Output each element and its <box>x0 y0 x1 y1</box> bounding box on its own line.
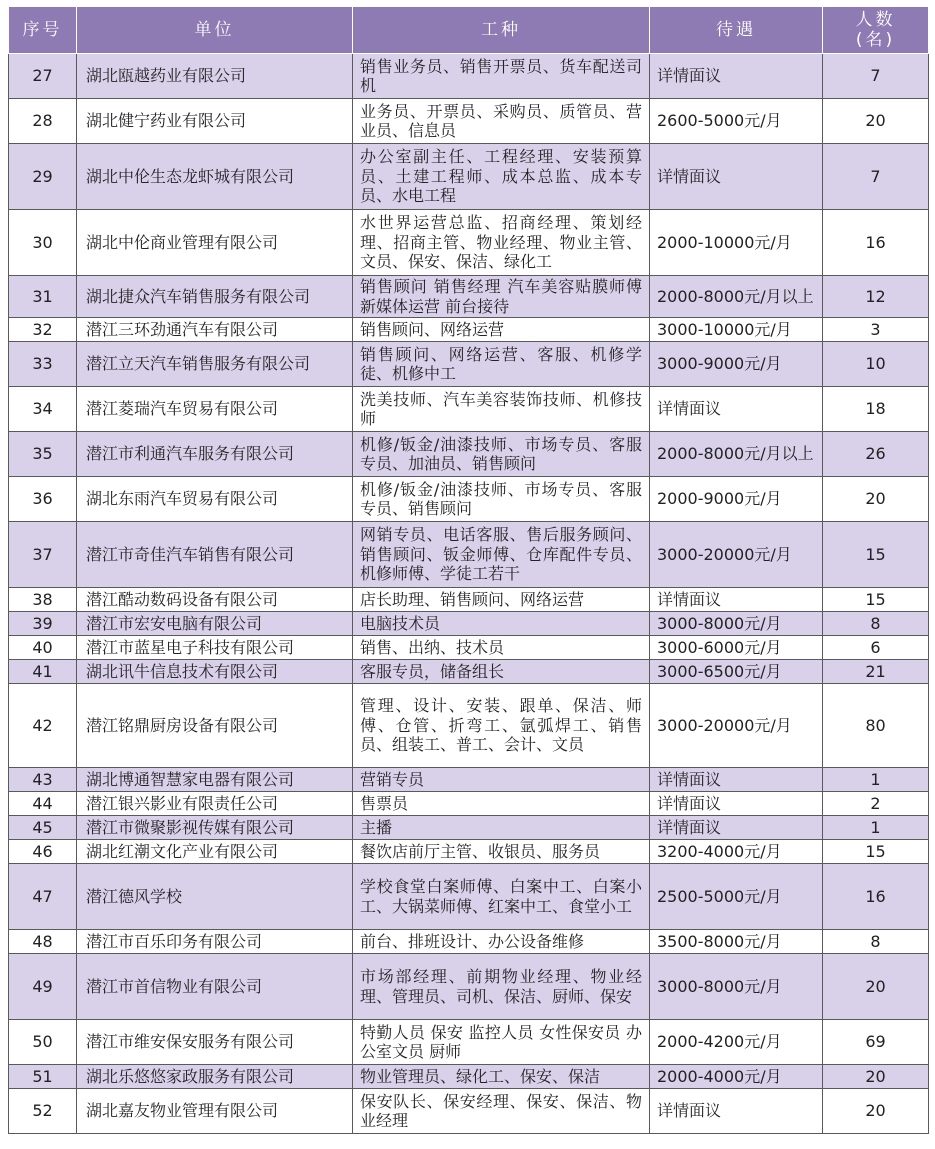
row-count: 8 <box>823 612 929 636</box>
row-count: 16 <box>823 864 929 930</box>
header-count-line2: (名) <box>855 30 896 50</box>
table-row <box>9 318 929 342</box>
row-no: 33 <box>9 342 77 387</box>
table-row <box>9 684 929 768</box>
row-count: 6 <box>823 636 929 660</box>
row-no: 35 <box>9 432 77 477</box>
row-pay: 2000-8000元/月以上 <box>650 276 823 318</box>
row-pay: 2000-4200元/月 <box>650 1020 823 1065</box>
row-job: 机修/钣金/油漆技师、市场专员、客服专员、销售顾问 <box>353 477 650 522</box>
row-pay: 详情面议 <box>650 768 823 792</box>
row-no: 34 <box>9 387 77 432</box>
row-unit: 潜江市蓝星电子科技有限公司 <box>77 636 353 660</box>
table-row <box>9 387 929 432</box>
row-unit: 潜江市奇佳汽车销售有限公司 <box>77 522 353 588</box>
row-unit: 湖北捷众汽车销售服务有限公司 <box>77 276 353 318</box>
row-pay: 详情面议 <box>650 387 823 432</box>
table-row <box>9 99 929 144</box>
table-row <box>9 612 929 636</box>
row-job: 销售顾问、网络运营、客服、机修学徒、机修中工 <box>353 342 650 387</box>
row-job: 洗美技师、汽车美容装饰技师、机修技师 <box>353 387 650 432</box>
table-row <box>9 1020 929 1065</box>
header-count-line1: 人数 <box>855 10 896 30</box>
row-count: 1 <box>823 816 929 840</box>
header-pay: 待遇 <box>650 7 823 54</box>
row-count: 10 <box>823 342 929 387</box>
row-no: 44 <box>9 792 77 816</box>
row-pay: 3000-9000元/月 <box>650 342 823 387</box>
row-pay: 3000-8000元/月 <box>650 954 823 1020</box>
row-unit: 湖北东雨汽车贸易有限公司 <box>77 477 353 522</box>
row-job: 销售业务员、销售开票员、货车配送司机 <box>353 54 650 99</box>
row-unit: 湖北中伦商业管理有限公司 <box>77 210 353 276</box>
table-row <box>9 432 929 477</box>
row-unit: 潜江德风学校 <box>77 864 353 930</box>
row-count: 15 <box>823 522 929 588</box>
row-no: 38 <box>9 588 77 612</box>
table-row <box>9 477 929 522</box>
row-count: 1 <box>823 768 929 792</box>
row-unit: 湖北中伦生态龙虾城有限公司 <box>77 144 353 210</box>
row-count: 15 <box>823 588 929 612</box>
row-job: 业务员、开票员、采购员、质管员、营业员、信息员 <box>353 99 650 144</box>
row-count: 2 <box>823 792 929 816</box>
row-count: 20 <box>823 1065 929 1089</box>
row-unit: 潜江酷动数码设备有限公司 <box>77 588 353 612</box>
row-count: 20 <box>823 954 929 1020</box>
row-job: 物业管理员、绿化工、保安、保洁 <box>353 1065 650 1089</box>
row-unit: 湖北嘉友物业管理有限公司 <box>77 1089 353 1134</box>
row-count: 15 <box>823 840 929 864</box>
row-no: 36 <box>9 477 77 522</box>
row-job: 学校食堂白案师傅、白案中工、白案小工、大锅菜师傅、红案中工、食堂小工 <box>353 864 650 930</box>
row-pay: 2000-9000元/月 <box>650 477 823 522</box>
row-unit: 潜江市百乐印务有限公司 <box>77 930 353 954</box>
row-pay: 3000-6500元/月 <box>650 660 823 684</box>
row-no: 47 <box>9 864 77 930</box>
row-unit: 湖北讯牛信息技术有限公司 <box>77 660 353 684</box>
row-unit: 湖北健宁药业有限公司 <box>77 99 353 144</box>
row-count: 20 <box>823 477 929 522</box>
row-no: 31 <box>9 276 77 318</box>
row-pay: 详情面议 <box>650 1089 823 1134</box>
row-pay: 2500-5000元/月 <box>650 864 823 930</box>
row-no: 30 <box>9 210 77 276</box>
table-row <box>9 144 929 210</box>
table-row <box>9 276 929 318</box>
row-job: 店长助理、销售顾问、网络运营 <box>353 588 650 612</box>
row-job: 市场部经理、前期物业经理、物业经理、管理员、司机、保洁、厨师、保安 <box>353 954 650 1020</box>
table-row <box>9 1089 929 1134</box>
row-pay: 详情面议 <box>650 54 823 99</box>
row-no: 50 <box>9 1020 77 1065</box>
row-no: 49 <box>9 954 77 1020</box>
header-row <box>9 7 929 54</box>
row-unit: 潜江三环劲通汽车有限公司 <box>77 318 353 342</box>
row-job: 销售顾问 销售经理 汽车美容贴膜师傅 新媒体运营 前台接待 <box>353 276 650 318</box>
row-count: 12 <box>823 276 929 318</box>
row-job: 电脑技术员 <box>353 612 650 636</box>
row-count: 7 <box>823 144 929 210</box>
row-pay: 3000-6000元/月 <box>650 636 823 660</box>
recruitment-table <box>8 6 929 1134</box>
table-row <box>9 342 929 387</box>
table-row <box>9 792 929 816</box>
row-unit: 湖北红潮文化产业有限公司 <box>77 840 353 864</box>
table-row <box>9 210 929 276</box>
row-job: 管理、设计、安装、跟单、保洁、师傅、仓管、折弯工、氩弧焊工、销售员、组装工、普工、会计、文员 <box>353 684 650 768</box>
header-no: 序号 <box>9 7 77 54</box>
row-job: 机修/钣金/油漆技师、市场专员、客服专员、加油员、销售顾问 <box>353 432 650 477</box>
row-count: 18 <box>823 387 929 432</box>
row-unit: 潜江市首信物业有限公司 <box>77 954 353 1020</box>
row-no: 28 <box>9 99 77 144</box>
row-pay: 2000-10000元/月 <box>650 210 823 276</box>
row-unit: 潜江市微聚影视传媒有限公司 <box>77 816 353 840</box>
row-pay: 详情面议 <box>650 144 823 210</box>
table-row <box>9 816 929 840</box>
row-pay: 2000-4000元/月 <box>650 1065 823 1089</box>
row-count: 69 <box>823 1020 929 1065</box>
row-job: 特勤人员 保安 监控人员 女性保安员 办公室文员 厨师 <box>353 1020 650 1065</box>
row-count: 20 <box>823 99 929 144</box>
row-job: 网销专员、电话客服、售后服务顾问、销售顾问、钣金师傅、仓库配件专员、机修师傅、学徒工若干 <box>353 522 650 588</box>
row-pay: 详情面议 <box>650 588 823 612</box>
row-count: 7 <box>823 54 929 99</box>
row-job: 水世界运营总监、招商经理、策划经理、招商主管、物业经理、物业主管、文员、保安、保洁、绿化工 <box>353 210 650 276</box>
row-job: 前台、排班设计、办公设备维修 <box>353 930 650 954</box>
row-job: 销售、出纳、技术员 <box>353 636 650 660</box>
row-no: 29 <box>9 144 77 210</box>
table-row <box>9 1065 929 1089</box>
row-no: 27 <box>9 54 77 99</box>
table-row <box>9 54 929 99</box>
row-pay: 3000-8000元/月 <box>650 612 823 636</box>
header-count <box>823 7 929 54</box>
table-row <box>9 588 929 612</box>
row-count: 8 <box>823 930 929 954</box>
row-job: 销售顾问、网络运营 <box>353 318 650 342</box>
table-row <box>9 864 929 930</box>
row-count: 3 <box>823 318 929 342</box>
row-no: 51 <box>9 1065 77 1089</box>
row-count: 16 <box>823 210 929 276</box>
row-unit: 湖北博通智慧家电器有限公司 <box>77 768 353 792</box>
table-row <box>9 954 929 1020</box>
row-pay: 3000-10000元/月 <box>650 318 823 342</box>
row-job: 主播 <box>353 816 650 840</box>
row-job: 保安队长、保安经理、保安、保洁、物业经理 <box>353 1089 650 1134</box>
table-row <box>9 768 929 792</box>
row-pay: 2000-8000元/月以上 <box>650 432 823 477</box>
table-row <box>9 930 929 954</box>
row-unit: 潜江银兴影业有限责任公司 <box>77 792 353 816</box>
table-body <box>9 54 929 1134</box>
row-no: 32 <box>9 318 77 342</box>
recruitment-table-container <box>8 6 928 1134</box>
row-unit: 潜江铭鼎厨房设备有限公司 <box>77 684 353 768</box>
row-count: 80 <box>823 684 929 768</box>
row-count: 20 <box>823 1089 929 1134</box>
row-unit: 潜江市利通汽车服务有限公司 <box>77 432 353 477</box>
row-unit: 潜江市维安保安服务有限公司 <box>77 1020 353 1065</box>
row-pay: 3200-4000元/月 <box>650 840 823 864</box>
row-unit: 湖北乐悠悠家政服务有限公司 <box>77 1065 353 1089</box>
row-no: 39 <box>9 612 77 636</box>
row-pay: 详情面议 <box>650 792 823 816</box>
row-no: 43 <box>9 768 77 792</box>
row-pay: 详情面议 <box>650 816 823 840</box>
table-row <box>9 660 929 684</box>
row-job: 营销专员 <box>353 768 650 792</box>
row-no: 37 <box>9 522 77 588</box>
row-no: 48 <box>9 930 77 954</box>
row-count: 26 <box>823 432 929 477</box>
row-no: 40 <box>9 636 77 660</box>
header-unit: 单位 <box>77 7 353 54</box>
header-job: 工种 <box>353 7 650 54</box>
row-unit: 湖北瓯越药业有限公司 <box>77 54 353 99</box>
row-job: 办公室副主任、工程经理、安装预算员、土建工程师、成本总监、成本专员、水电工程 <box>353 144 650 210</box>
table-row <box>9 522 929 588</box>
row-no: 52 <box>9 1089 77 1134</box>
row-unit: 潜江立天汽车销售服务有限公司 <box>77 342 353 387</box>
row-no: 42 <box>9 684 77 768</box>
row-no: 45 <box>9 816 77 840</box>
row-count: 21 <box>823 660 929 684</box>
row-job: 餐饮店前厅主管、收银员、服务员 <box>353 840 650 864</box>
row-pay: 3000-20000元/月 <box>650 684 823 768</box>
row-unit: 潜江市宏安电脑有限公司 <box>77 612 353 636</box>
row-no: 46 <box>9 840 77 864</box>
row-pay: 2600-5000元/月 <box>650 99 823 144</box>
row-unit: 潜江菱瑞汽车贸易有限公司 <box>77 387 353 432</box>
row-job: 客服专员，储备组长 <box>353 660 650 684</box>
row-job: 售票员 <box>353 792 650 816</box>
row-pay: 3500-8000元/月 <box>650 930 823 954</box>
table-row <box>9 636 929 660</box>
row-no: 41 <box>9 660 77 684</box>
row-pay: 3000-20000元/月 <box>650 522 823 588</box>
table-row <box>9 840 929 864</box>
